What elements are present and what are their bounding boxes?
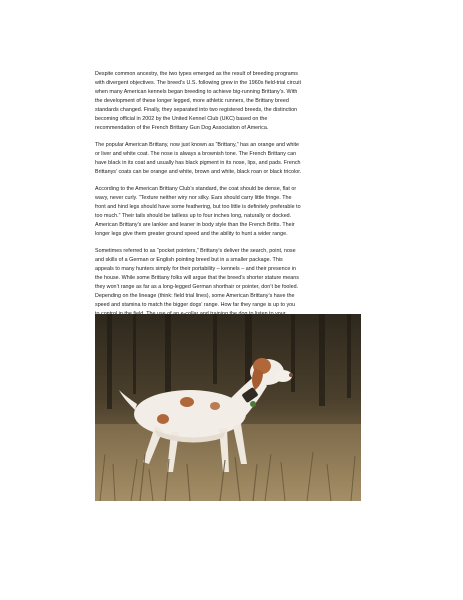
body-text <box>95 70 370 336</box>
paragraph-4: Sometimes referred to as “pocket pointers,” Brittany’s deliver the search, point, nose and skills of a German or English pointing breed but in a smaller package. This appeals to many hunters simply for their portability – kennels – and their presence in the house. While some Brittany folks will argue that the breed’s shorter stature means they won’t range as far as a long-legged German shorthair or pointer, don’t be fooled. Depending on the lineage (think: field trial lines), some American Brittany’s have the speed and stamina to match the bigger dogs’ range. How far they range is up to you <box>95 248 299 308</box>
brittany-dog-photo <box>95 314 361 501</box>
paragraph-1: Despite common ancestry, the two types emerged as the result of breeding programs with divergent objectives. The breed’s U.S. following grew in the 1960s field-trial circuit when many American kennels began breeding to achieve big-running Brittany’s. With the development of these longer legged, more athletic runners, the Brittany breed standards changed. Finally, they separated into two registered breeds, the distinction becoming official in 2002 by the United Kennel Club (UKC) based on the recommendation of the French Brittany Gun Dog Association of America. <box>95 71 301 131</box>
paragraph-2: The popular American Brittany, now just known as “Brittany,” has an orange and white or liver and white coat. The nose is always a brownish tone. The French Brittany can have black in its coat and usually has black pigment in its nose, lips, and pads. French Brittanys’ coats can be orange and white, brown and white, black roan or black tricolor. <box>95 142 302 175</box>
dog-in-field-image <box>95 314 361 501</box>
paragraph-3: According to the American Brittany Club’s standard, the coat should be dense, flat or wavy, never curly. “Texture neither wiry nor silky. Ears should carry little fringe. The front and hind legs should have some feathering, but too little is definitely preferable to too much.” Their tails should be tailless up to four inches long, naturally or docked. American Brittany’s are lankier and leaner in body style than the French Britts. Their longer legs give them greater ground speed and the ability to hunt a wider range. <box>95 186 301 237</box>
